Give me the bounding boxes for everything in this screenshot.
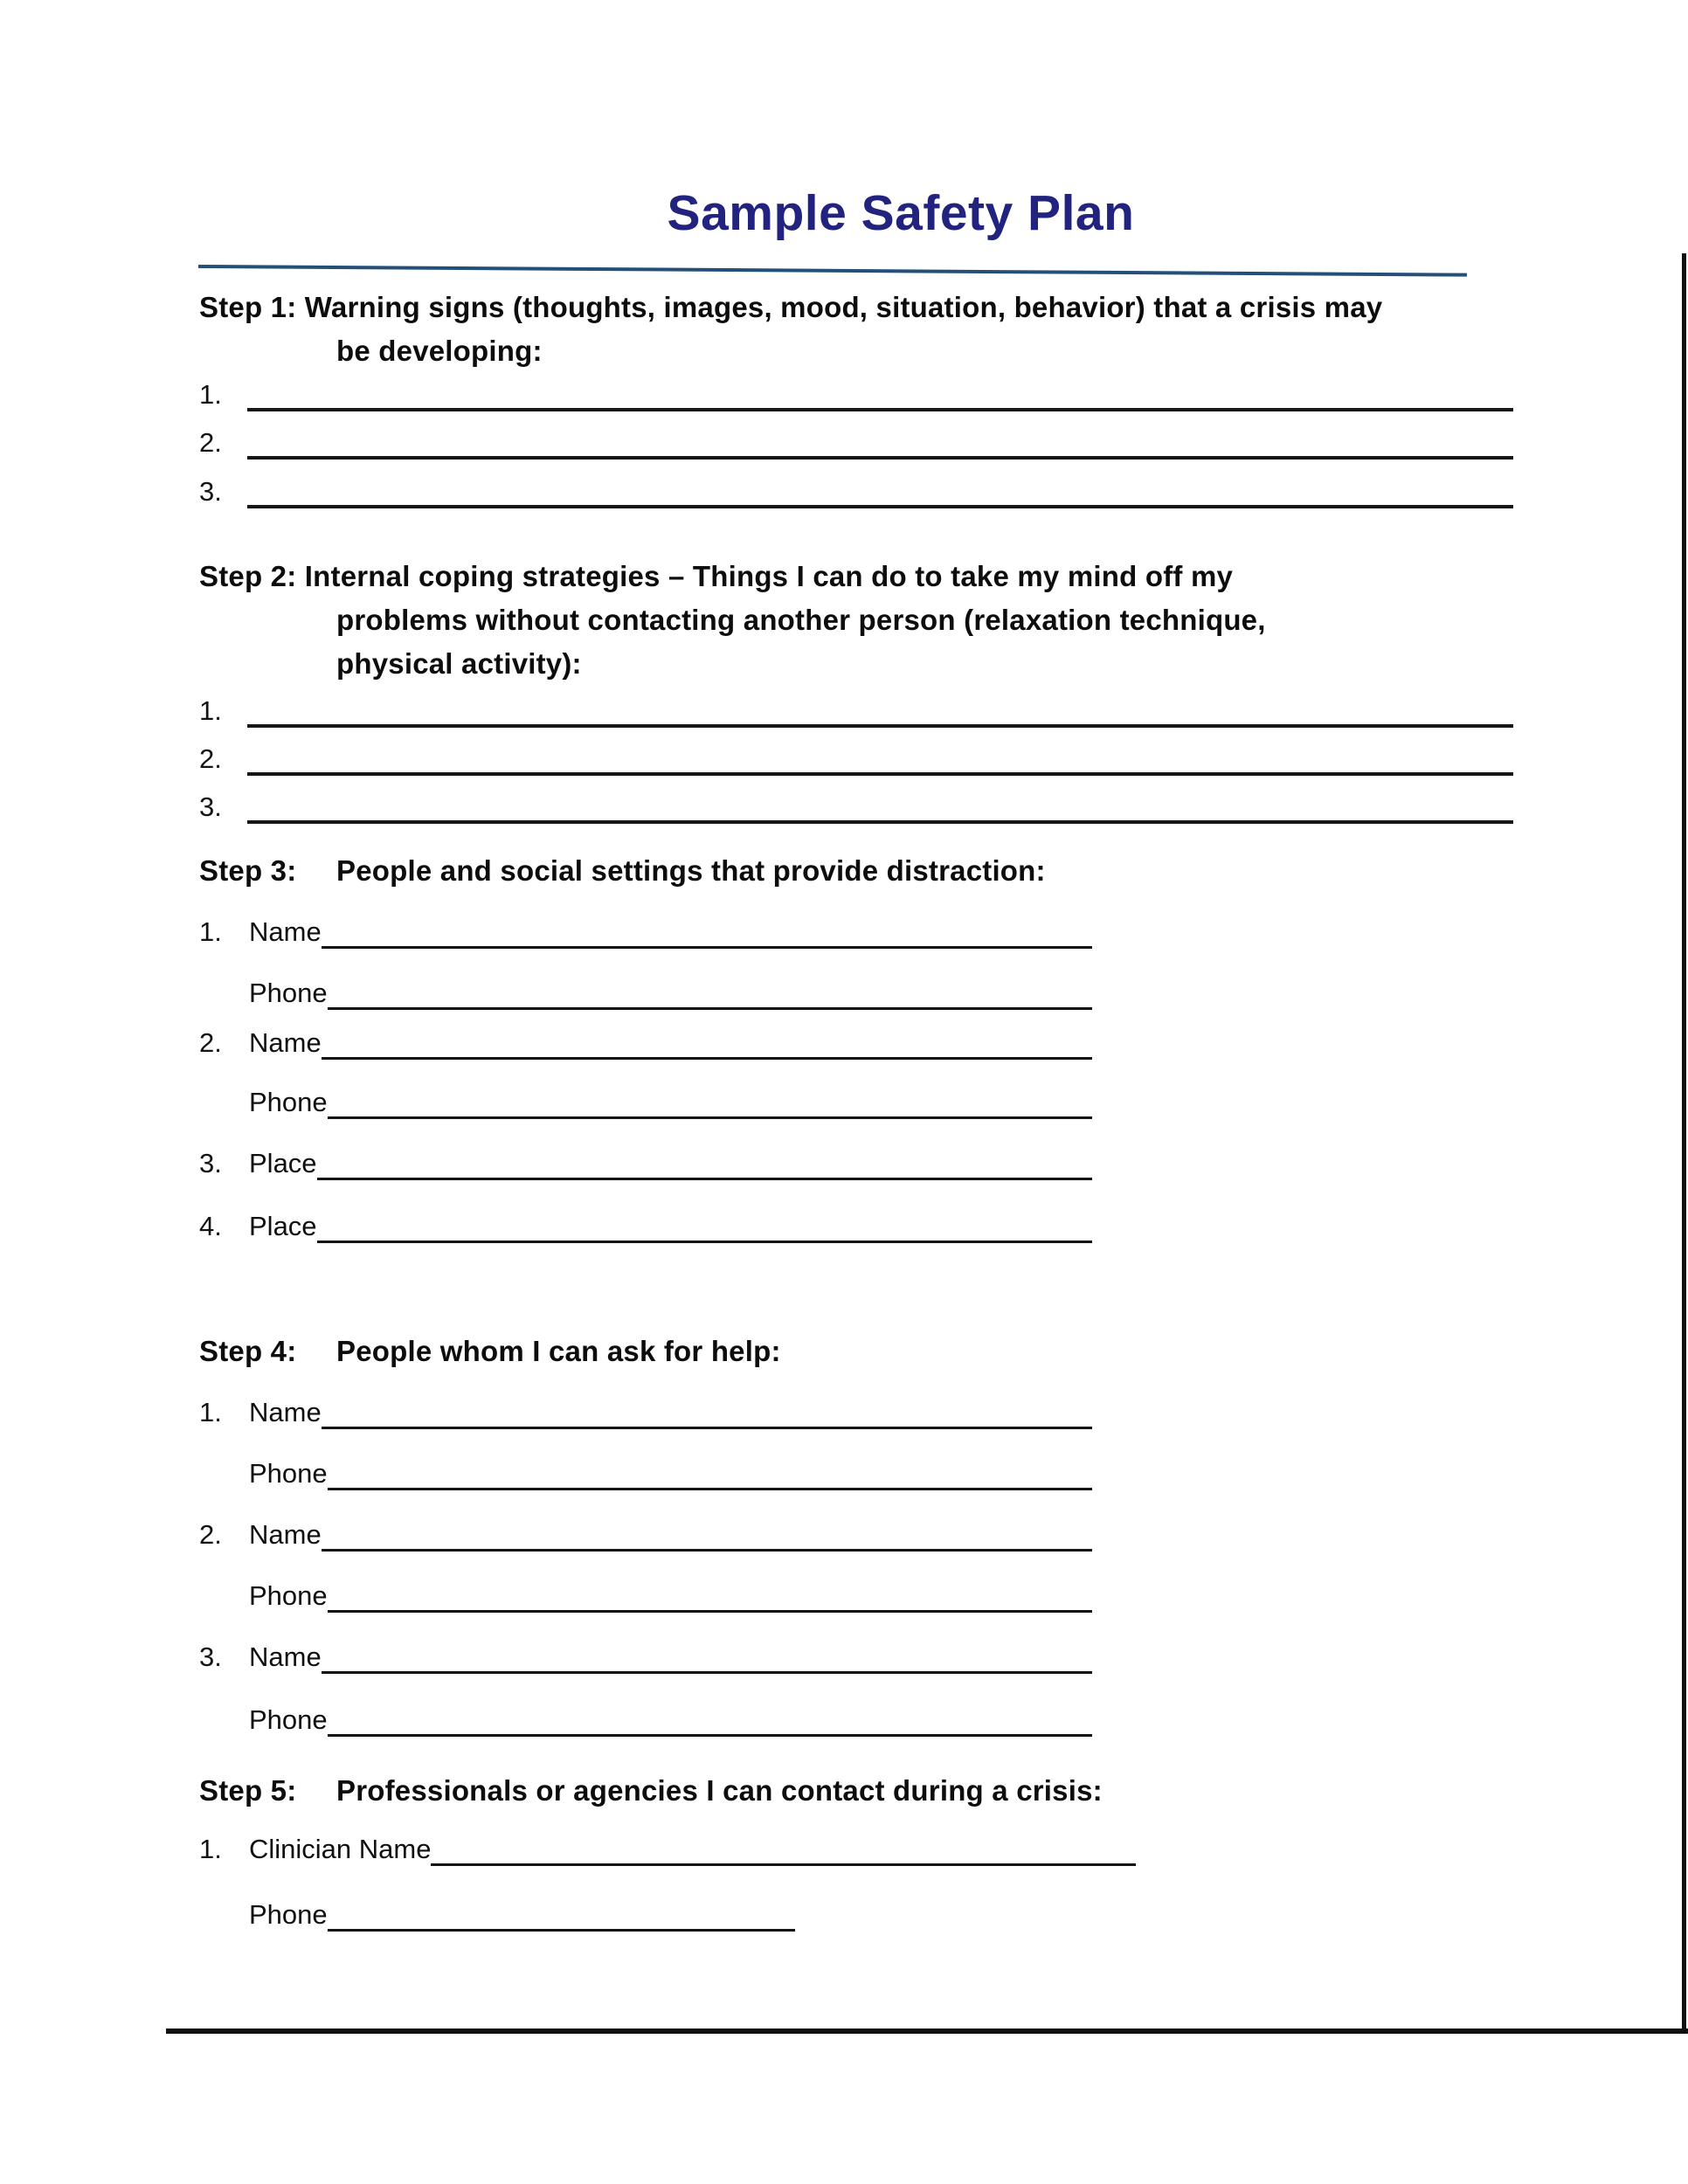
step3-field-row-5 bbox=[199, 1142, 1092, 1180]
step4-field-row-3 bbox=[199, 1513, 1092, 1552]
item-number: 3. bbox=[199, 476, 222, 508]
step2-heading-line2: problems without contacting another person (relaxation technique, bbox=[336, 604, 1266, 636]
field-underline bbox=[322, 1388, 1092, 1429]
step3-field-row-4 bbox=[199, 1081, 1092, 1119]
field-underline bbox=[322, 1019, 1092, 1060]
field-underline bbox=[317, 1139, 1092, 1180]
step4-field-row-4 bbox=[199, 1574, 1092, 1613]
page-right-border-rule bbox=[1682, 253, 1686, 2034]
item-number: 1. bbox=[199, 1834, 222, 1865]
step2-heading-line3: physical activity): bbox=[336, 647, 582, 680]
page-title: Sample Safety Plan bbox=[667, 185, 1135, 241]
step1-heading-line1: Step 1: Warning signs (thoughts, images, mood, situation, behavior) that a crisis may bbox=[199, 291, 1383, 323]
field-label: Place bbox=[249, 1148, 317, 1179]
field-label: Phone bbox=[249, 978, 328, 1009]
step2-blank-row-3 bbox=[199, 787, 1513, 824]
field-label: Name bbox=[249, 1519, 322, 1551]
field-underline bbox=[322, 1633, 1092, 1674]
step5-field-row-1 bbox=[199, 1828, 1136, 1866]
field-underline bbox=[328, 1890, 795, 1932]
item-number: 3. bbox=[199, 791, 222, 823]
blank-underline bbox=[247, 468, 1513, 508]
field-label: Phone bbox=[249, 1704, 328, 1736]
step2-blank-row-2 bbox=[199, 739, 1513, 776]
step1-heading-line2: be developing: bbox=[336, 335, 543, 367]
item-number: 1. bbox=[199, 379, 222, 411]
step4-heading-prefix: Step 4: bbox=[199, 1335, 297, 1367]
field-label: Phone bbox=[249, 1458, 328, 1489]
step3-field-row-6 bbox=[199, 1205, 1092, 1243]
field-label: Name bbox=[249, 916, 322, 948]
item-number: 3. bbox=[199, 1148, 222, 1179]
blank-underline bbox=[247, 736, 1513, 776]
field-label: Phone bbox=[249, 1899, 328, 1931]
step4-field-row-1 bbox=[199, 1391, 1092, 1429]
item-number: 2. bbox=[199, 1027, 222, 1059]
step3-field-row-3 bbox=[199, 1021, 1092, 1060]
field-underline bbox=[322, 908, 1092, 949]
field-underline bbox=[317, 1202, 1092, 1243]
step5-heading bbox=[199, 1769, 1103, 1813]
step4-field-row-5 bbox=[199, 1635, 1092, 1674]
field-label: Name bbox=[249, 1397, 322, 1428]
field-underline bbox=[328, 969, 1092, 1010]
step4-field-row-2 bbox=[199, 1452, 1092, 1490]
step1-blank-row-2 bbox=[199, 423, 1513, 460]
field-label: Phone bbox=[249, 1087, 328, 1118]
page-bottom-border-rule bbox=[166, 2028, 1688, 2034]
blank-underline bbox=[247, 784, 1513, 824]
field-label: Clinician Name bbox=[249, 1834, 432, 1865]
field-label: Phone bbox=[249, 1580, 328, 1612]
item-number: 1. bbox=[199, 916, 222, 948]
step5-field-row-2 bbox=[199, 1893, 795, 1932]
field-underline bbox=[328, 1449, 1092, 1490]
step2-heading-line1: Step 2: Internal coping strategies – Things I can do to take my mind off my bbox=[199, 560, 1234, 592]
field-underline bbox=[322, 1510, 1092, 1552]
step4-heading bbox=[199, 1330, 781, 1373]
step3-heading-text: People and social settings that provide distraction: bbox=[336, 854, 1046, 887]
item-number: 2. bbox=[199, 1519, 222, 1551]
item-number: 2. bbox=[199, 427, 222, 459]
item-number: 4. bbox=[199, 1211, 222, 1242]
step5-heading-prefix: Step 5: bbox=[199, 1774, 297, 1807]
field-underline bbox=[431, 1825, 1136, 1866]
step5-heading-text: Professionals or agencies I can contact during a crisis: bbox=[336, 1774, 1103, 1807]
field-underline bbox=[328, 1696, 1092, 1737]
item-number: 1. bbox=[199, 695, 222, 727]
title-underline-rule bbox=[198, 265, 1467, 277]
step1-blank-row-1 bbox=[199, 375, 1513, 411]
field-underline bbox=[328, 1572, 1092, 1613]
item-number: 2. bbox=[199, 743, 222, 775]
step4-field-row-6 bbox=[199, 1698, 1092, 1737]
field-underline bbox=[328, 1078, 1092, 1119]
blank-underline bbox=[247, 688, 1513, 728]
step3-field-row-1 bbox=[199, 910, 1092, 949]
field-label: Name bbox=[249, 1027, 322, 1059]
step3-heading-prefix: Step 3: bbox=[199, 854, 297, 887]
field-label: Name bbox=[249, 1641, 322, 1673]
blank-underline bbox=[247, 419, 1513, 460]
step3-field-row-2 bbox=[199, 971, 1092, 1010]
field-label: Place bbox=[249, 1211, 317, 1242]
item-number: 3. bbox=[199, 1641, 222, 1673]
step2-heading bbox=[199, 555, 1266, 686]
blank-underline bbox=[247, 371, 1513, 411]
step4-heading-text: People whom I can ask for help: bbox=[336, 1335, 781, 1367]
step1-heading bbox=[199, 286, 1382, 373]
step3-heading bbox=[199, 849, 1046, 893]
item-number: 1. bbox=[199, 1397, 222, 1428]
step1-blank-row-3 bbox=[199, 472, 1513, 508]
step2-blank-row-1 bbox=[199, 691, 1513, 728]
